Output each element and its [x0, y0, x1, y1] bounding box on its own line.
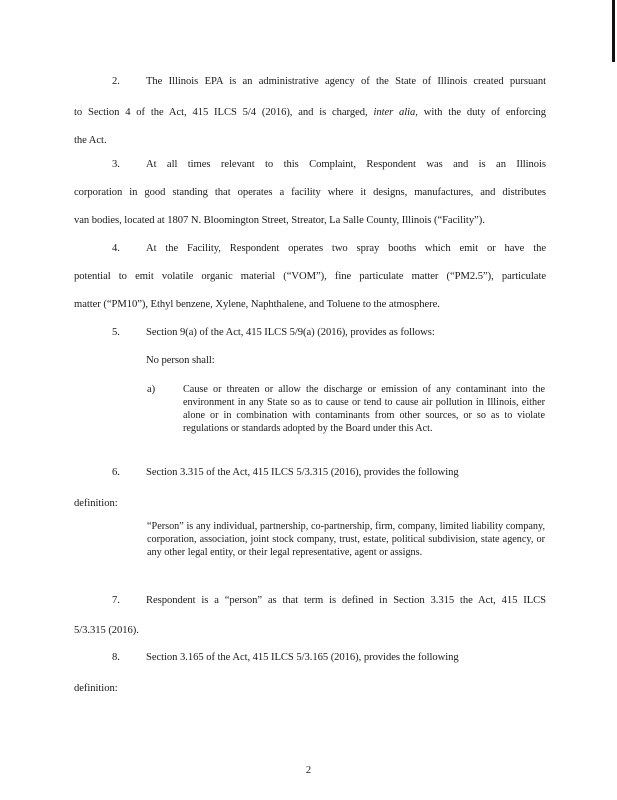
person-definition-quote: “Person” is any individual, partnership, co-partnership, firm, company, limited liability company, corporation, association, joint stock company, trust, estate, political subdivision, state agency, or any other legal entity, or their legal representative, agent or assigns. [147, 521, 545, 558]
paragraph-6-line-1: Section 3.315 of the Act, 415 ILCS 5/3.315 (2016), provides the following [146, 467, 459, 478]
paragraph-4-line-3: matter (“PM10”), Ethyl benzene, Xylene, Naphthalene, and Toluene to the atmosphere. [74, 299, 440, 310]
paragraph-7-line-1: Respondent is a “person” as that term is defined in Section 3.315 the Act, 415 ILCS [146, 595, 546, 606]
paragraph-7-line-2: 5/3.315 (2016). [74, 625, 139, 636]
paragraph-2-line-2: to Section 4 of the Act, 415 ILCS 5/4 (2016), and is charged, inter alia, with the duty of enforcing [74, 107, 547, 118]
paragraph-2-line-3: the Act. [74, 135, 107, 146]
paragraph-number: 8. [112, 652, 120, 663]
paragraph-2-line-1: The Illinois EPA is an administrative agency of the State of Illinois created pursuant [146, 76, 546, 87]
list-item-label: a) [147, 384, 156, 395]
latin-phrase: inter alia, [373, 107, 418, 118]
paragraph-4-line-1: At the Facility, Respondent operates two spray booths which emit or have the [146, 243, 546, 254]
scan-edge-mark [612, 0, 615, 62]
paragraph-6-line-2: definition: [74, 498, 118, 509]
paragraph-number: 4. [112, 243, 120, 254]
paragraph-number: 5. [112, 327, 120, 338]
quoted-provision: Cause or threaten or allow the discharge or emission of any contaminant into the environment in any State so as to cause or tend to cause air pollution in Illinois, either alone or in combination with contaminants from other sources, or so as to violate regulations or standards adopted by the Board under this Act. [183, 384, 545, 434]
paragraph-3-line-2: corporation in good standing that operates a facility where it designs, manufactures, and distributes [74, 187, 546, 198]
page-number: 2 [305, 765, 312, 776]
paragraph-3-line-3: van bodies, located at 1807 N. Bloomington Street, Streator, La Salle County, Illinois (“Facility”). [74, 215, 485, 226]
no-person-heading: No person shall: [146, 355, 215, 366]
paragraph-number: 7. [112, 595, 120, 606]
paragraph-4-line-2: potential to emit volatile organic material (“VOM”), fine particulate matter (“PM2.5”), particulate [74, 271, 546, 282]
paragraph-5-intro: Section 9(a) of the Act, 415 ILCS 5/9(a) (2016), provides as follows: [146, 327, 435, 338]
paragraph-number: 2. [112, 76, 120, 87]
paragraph-8-line-2: definition: [74, 683, 118, 694]
paragraph-number: 6. [112, 467, 120, 478]
paragraph-number: 3. [112, 159, 120, 170]
paragraph-8-line-1: Section 3.165 of the Act, 415 ILCS 5/3.165 (2016), provides the following [146, 652, 459, 663]
paragraph-3-line-1: At all times relevant to this Complaint, Respondent was and is an Illinois [146, 159, 546, 170]
